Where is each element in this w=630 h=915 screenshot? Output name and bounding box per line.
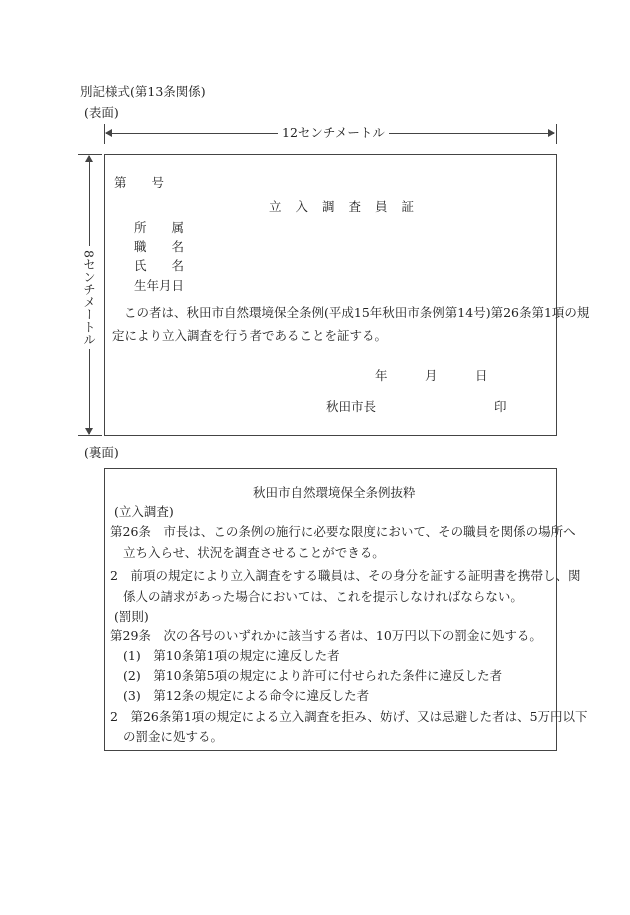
field-position: 職 名: [134, 239, 185, 254]
art29-p2-line-1: 2 第26条第1項の規定による立入調査を拒み、妨げ、又は忌避した者は、5万円以下: [110, 709, 588, 724]
card-title: 立入調査員証: [269, 199, 429, 214]
back-label: (裏面): [84, 445, 119, 460]
statement-line-2: 定により立入調査を行う者であることを証する。: [112, 328, 388, 343]
list-item: (3) 第12条の規定による命令に違反した者: [123, 688, 370, 703]
heading-inspection: (立入調査): [114, 504, 174, 519]
art29-p2-line-2: の罰金に処する。: [123, 729, 224, 744]
date-line: 年 月 日: [375, 368, 488, 383]
art26-p2-line-2: 係人の請求があった場合においては、これを提示しなければならない。: [123, 589, 523, 604]
art26-p2-line-1: 2 前項の規定により立入調査をする職員は、その身分を証する証明書を携帯し、関: [110, 568, 581, 583]
field-affiliation: 所 属: [134, 220, 185, 235]
field-birthdate: 生年月日: [134, 278, 185, 293]
width-dim-tick-right: [556, 124, 557, 144]
height-dim-arrow-down-icon: [85, 428, 93, 435]
width-dim-label: 12センチメートル: [278, 127, 389, 140]
height-dim-arrow-up-icon: [85, 155, 93, 162]
form-title: 別記様式(第13条関係): [80, 84, 206, 99]
statement-line-1: この者は、秋田市自然環境保全条例(平成15年秋田市条例第14号)第26条第1項の規: [124, 305, 590, 320]
width-dim-arrow-left-icon: [105, 129, 112, 137]
front-label: (表面): [84, 105, 119, 120]
front-card: [104, 154, 557, 436]
list-item: (2) 第10条第5項の規定により許可に付せられた条件に違反した者: [123, 668, 503, 683]
card-number-label: 第 号: [114, 175, 165, 190]
art26-line-1: 第26条 市長は、この条例の施行に必要な限度において、その職員を関係の場所へ: [110, 524, 576, 539]
issuer: 秋田市長: [326, 399, 377, 414]
art26-line-2: 立ち入らせ、状況を調査させることができる。: [123, 545, 385, 560]
height-dim-tick-bottom: [78, 435, 102, 436]
width-dim-arrow-right-icon: [548, 129, 555, 137]
back-title: 秋田市自然環境保全条例抜粋: [253, 485, 416, 500]
field-name: 氏 名: [134, 258, 185, 273]
art29-line-1: 第29条 次の各号のいずれかに該当する者は、10万円以下の罰金に処する。: [110, 628, 542, 643]
seal: 印: [494, 399, 507, 414]
height-dim-label: 8センチメートル: [82, 246, 95, 349]
list-item: (1) 第10条第1項の規定に違反した者: [123, 648, 340, 663]
heading-penalty: (罰則): [114, 609, 149, 624]
